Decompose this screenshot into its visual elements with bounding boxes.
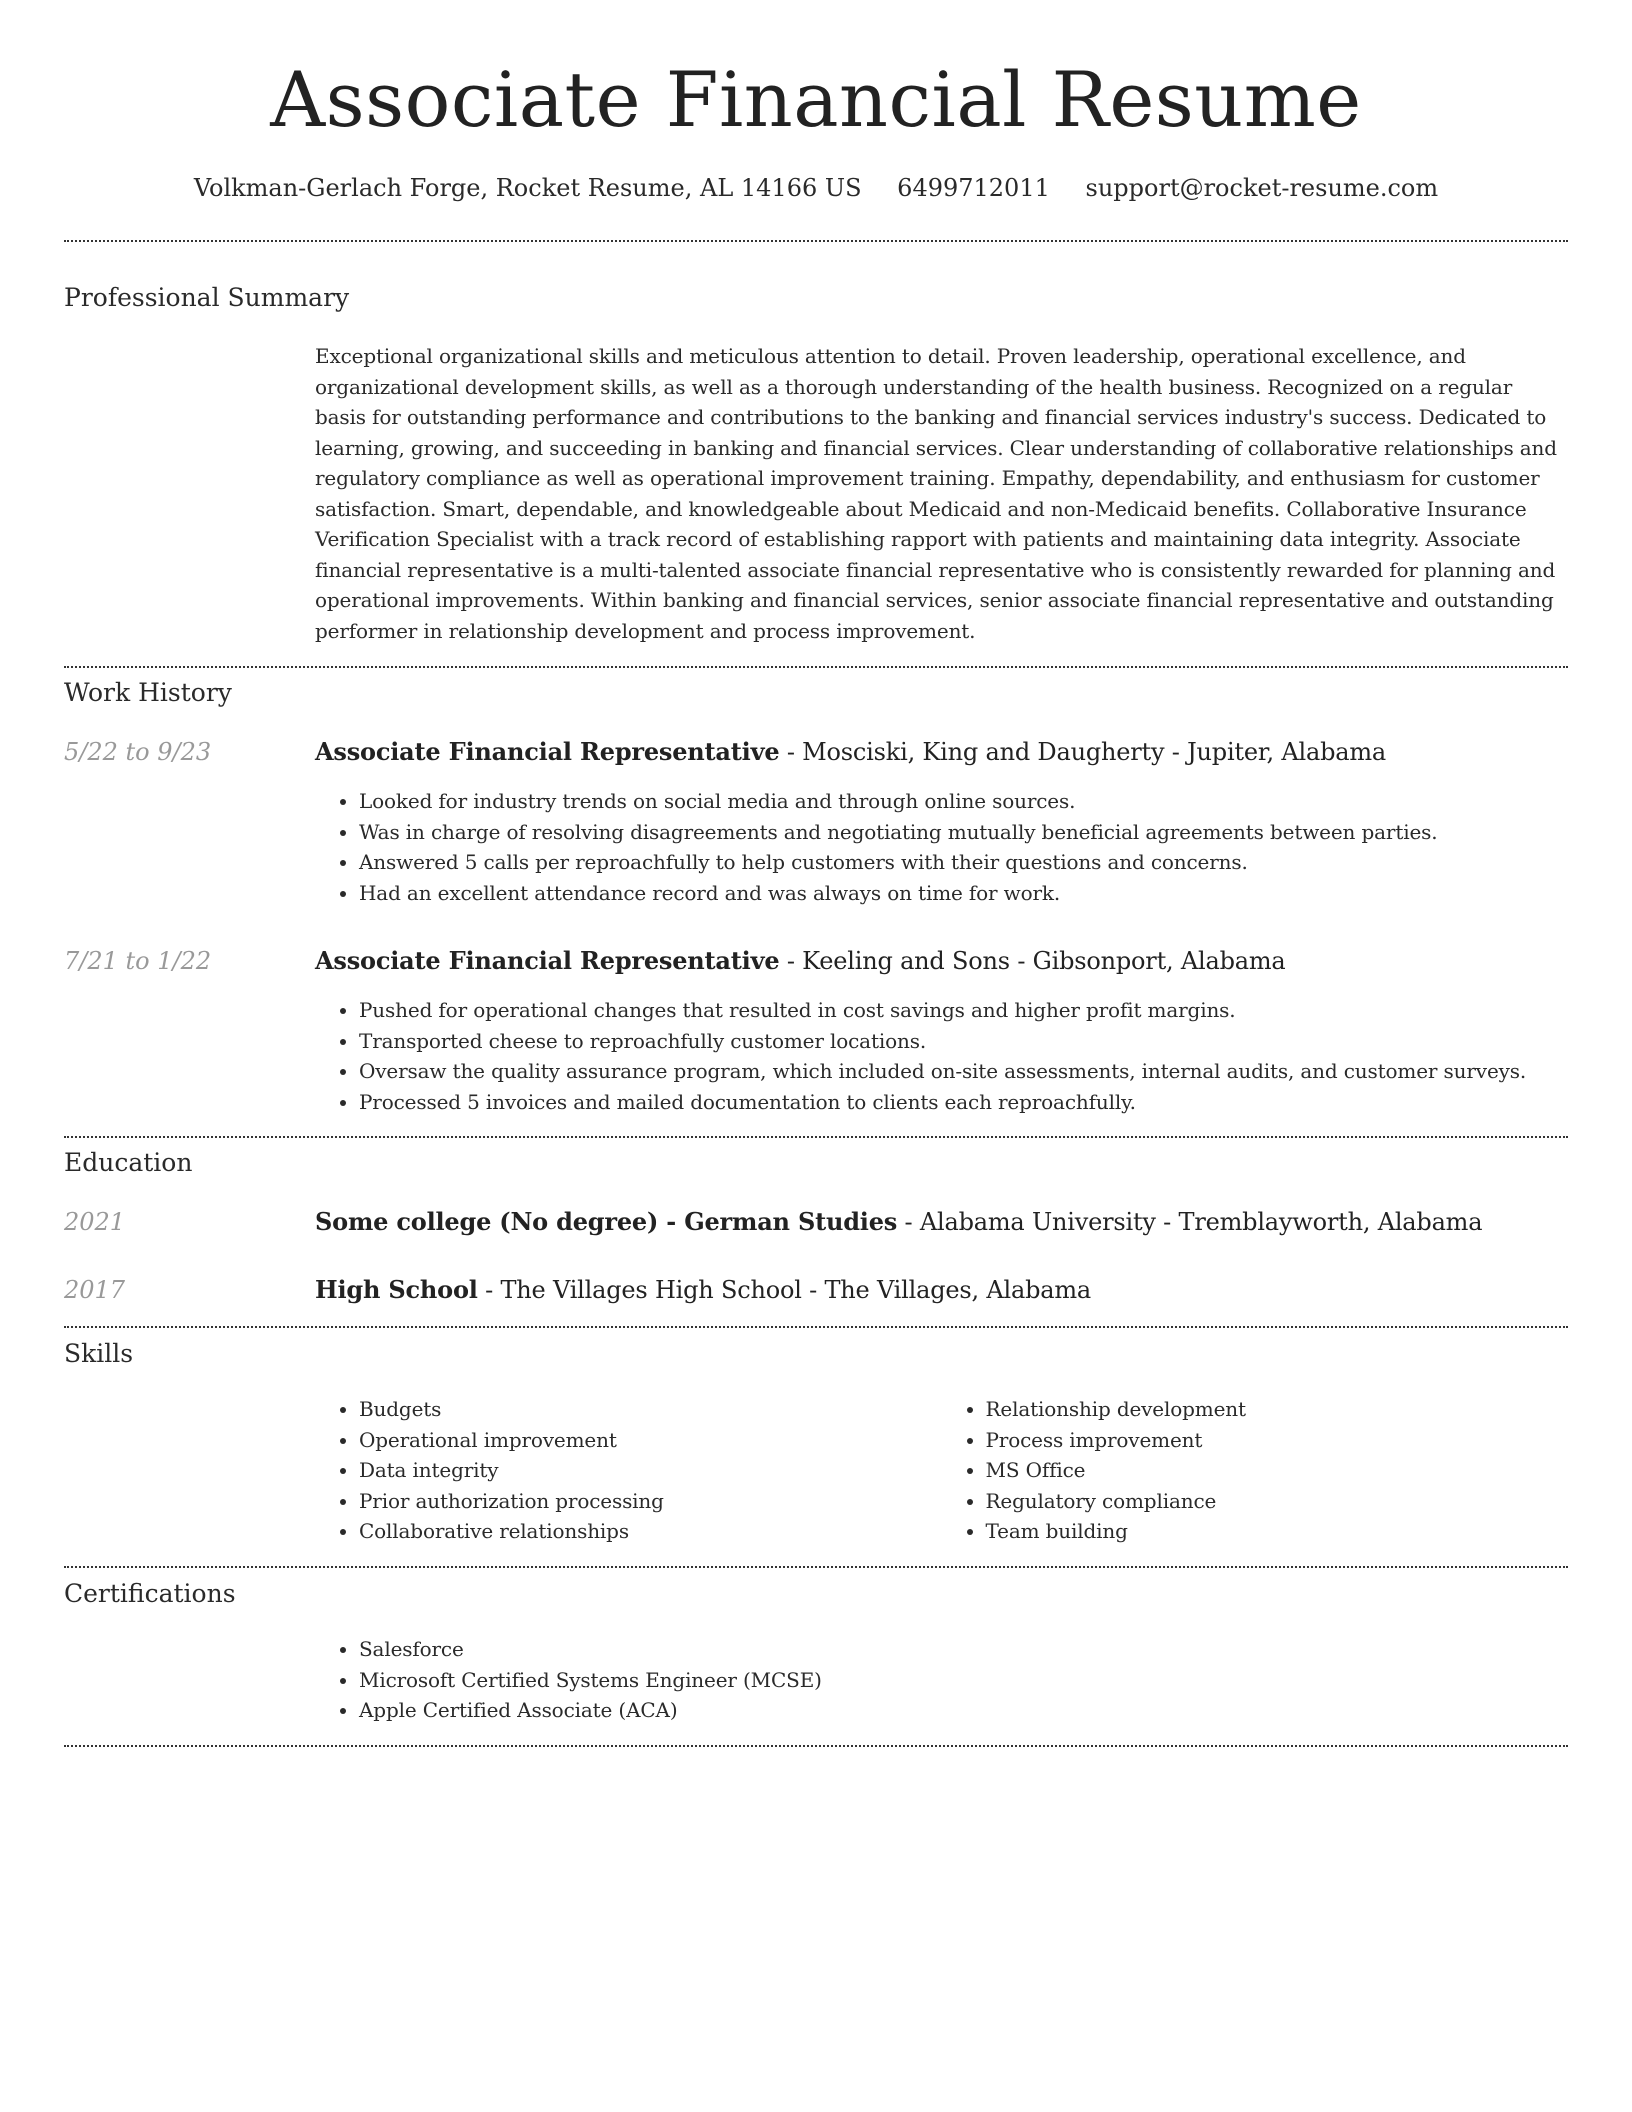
job-bullets [315, 786, 1568, 908]
skills-list [315, 1394, 1568, 1547]
education-school: - Alabama University - Tremblayworth, Alabama [897, 1208, 1483, 1236]
education-title [315, 1206, 1568, 1238]
contact-info [64, 172, 1568, 204]
list-item: • Oversaw the quality assurance program, which included on-site assessments, internal audits, and customer surveys. [359, 1056, 1568, 1087]
job-bullets [315, 995, 1568, 1117]
list-item: • Prior authorization processing [359, 1486, 942, 1517]
education-degree: Some college (No degree) - German Studies [315, 1207, 898, 1236]
contact-phone: 6499712011 [897, 174, 1050, 202]
divider [64, 1136, 1568, 1138]
list-item: • Collaborative relationships [359, 1516, 942, 1547]
resume-page [64, 0, 1568, 2112]
list-item: • Looked for industry trends on social media and through online sources. [359, 786, 1568, 817]
education-title [315, 1274, 1568, 1306]
education-school: - The Villages High School - The Villages, Alabama [477, 1276, 1092, 1304]
divider [64, 1745, 1568, 1747]
job-role: Associate Financial Representative [315, 946, 780, 975]
contact-address: Volkman-Gerlach Forge, Rocket Resume, AL 14166 US [193, 174, 862, 202]
education-heading: Education [64, 1148, 193, 1177]
divider [64, 1566, 1568, 1568]
contact-email[interactable]: support@rocket-resume.com [1085, 174, 1439, 202]
list-item: • Relationship development [986, 1394, 1569, 1425]
certifications-list [315, 1634, 1568, 1726]
list-item: • Budgets [359, 1394, 942, 1425]
skills-column-right [942, 1394, 1569, 1547]
resume-title: Associate Financial Resume [270, 55, 1362, 144]
list-item: • Transported cheese to reproachfully customer locations. [359, 1026, 1568, 1057]
job-title [315, 736, 1568, 768]
job-dates: 5/22 to 9/23 [64, 738, 212, 766]
work-heading: Work History [64, 678, 232, 707]
job-dates: 7/21 to 1/22 [64, 947, 212, 975]
divider [64, 666, 1568, 668]
job-employer: - Keeling and Sons - Gibsonport, Alabama [779, 947, 1286, 975]
list-item: • Had an excellent attendance record and was always on time for work. [359, 878, 1568, 909]
list-item: • Microsoft Certified Systems Engineer (MCSE) [359, 1665, 1568, 1696]
list-item: • Processed 5 invoices and mailed documentation to clients each reproachfully. [359, 1087, 1568, 1118]
education-degree: High School [315, 1275, 478, 1304]
list-item: • Pushed for operational changes that resulted in cost savings and higher profit margins. [359, 995, 1568, 1026]
certifications-heading: Certifications [64, 1579, 236, 1608]
summary-heading: Professional Summary [64, 283, 350, 312]
education-year: 2021 [64, 1208, 126, 1236]
job-employer: - Mosciski, King and Daugherty - Jupiter, Alabama [779, 738, 1387, 766]
job-role: Associate Financial Representative [315, 737, 780, 766]
list-item: • Salesforce [359, 1634, 1568, 1665]
list-item: • Was in charge of resolving disagreements and negotiating mutually beneficial agreements between parties. [359, 817, 1568, 848]
summary-text: Exceptional organizational skills and meticulous attention to detail. Proven leadership, operational excellence, and organizational development skills, as well as a thorough understanding of the health business. Recognized on a regular basis for outstanding performance and contributions to the banking and financial services industry's success. Dedicated to learning, growing, and succeeding in banking and financial services. Clear understanding of collaborative relationships and regulatory compliance as well as operational improvement training. Empathy, dependability, and enthusiasm for customer satisfaction. Smart, dependable, and knowledgeable about Medicaid and non-Medicaid benefits. Collaborative Insurance Verification Specialist with a track record of establishing rapport with patients and maintaining data integrity. Associate financial representative is a multi-talented associate financial representative who is consistently rewarded for planning and operational improvements. Within banking and financial services, senior associate financial representative and outstanding performer in relationship development and process improvement. [315, 344, 1557, 643]
skills-heading: Skills [64, 1339, 134, 1368]
list-item: • Team building [986, 1516, 1569, 1547]
divider [64, 240, 1568, 242]
list-item: • Operational improvement [359, 1425, 942, 1456]
job-title [315, 945, 1568, 977]
education-year: 2017 [64, 1276, 126, 1304]
list-item: • MS Office [986, 1455, 1569, 1486]
list-item: • Process improvement [986, 1425, 1569, 1456]
divider [64, 1326, 1568, 1328]
list-item: • Answered 5 calls per reproachfully to help customers with their questions and concerns. [359, 847, 1568, 878]
list-item: • Regulatory compliance [986, 1486, 1569, 1517]
skills-column-left [315, 1394, 942, 1547]
list-item: • Apple Certified Associate (ACA) [359, 1695, 1568, 1726]
list-item: • Data integrity [359, 1455, 942, 1486]
